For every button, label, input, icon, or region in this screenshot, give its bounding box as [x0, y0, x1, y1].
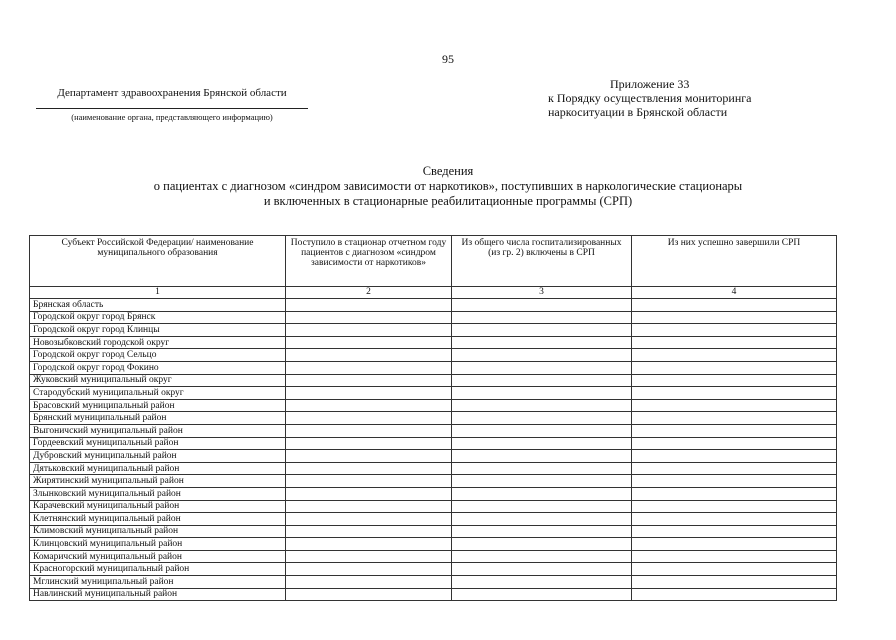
data-cell[interactable]: [632, 500, 837, 513]
table-row: [30, 336, 837, 349]
column-number: 4: [632, 287, 837, 299]
data-cell[interactable]: [286, 374, 452, 387]
data-cell[interactable]: [632, 538, 837, 551]
column-number: 3: [452, 287, 632, 299]
table-row: [30, 361, 837, 374]
table-row: [30, 387, 837, 400]
municipality-name-cell: Дятьковский муниципальный район: [30, 462, 286, 475]
document-heading: [0, 164, 896, 209]
department-name: Департамент здравоохранения Брянской области: [57, 87, 287, 99]
data-cell[interactable]: [632, 576, 837, 589]
data-cell[interactable]: [632, 336, 837, 349]
table-row: [30, 412, 837, 425]
column-header-included-srp: Из общего числа госпитализированных (из гр. 2) включены в СРП: [452, 236, 632, 287]
data-cell[interactable]: [452, 525, 632, 538]
data-cell[interactable]: [452, 500, 632, 513]
data-cell[interactable]: [452, 387, 632, 400]
data-cell[interactable]: [452, 349, 632, 362]
municipality-name-cell: Гордеевский муниципальный район: [30, 437, 286, 450]
column-header-completed-srp: Из них успешно завершили СРП: [632, 236, 837, 287]
data-cell[interactable]: [286, 299, 452, 312]
data-cell[interactable]: [632, 550, 837, 563]
data-cell[interactable]: [286, 500, 452, 513]
table-row: [30, 588, 837, 601]
table-row: [30, 399, 837, 412]
data-cell[interactable]: [286, 563, 452, 576]
table-row: [30, 500, 837, 513]
data-cell[interactable]: [452, 374, 632, 387]
table-row: [30, 424, 837, 437]
data-cell[interactable]: [286, 361, 452, 374]
municipality-name-cell: Жуковский муниципальный округ: [30, 374, 286, 387]
table-row: [30, 563, 837, 576]
municipality-name-cell: Красногорский муниципальный район: [30, 563, 286, 576]
table-row: [30, 374, 837, 387]
municipality-name-cell: Жирятинский муниципальный район: [30, 475, 286, 488]
municipality-name-cell: Клинцовский муниципальный район: [30, 538, 286, 551]
heading-line-3: и включенных в стационарные реабилитационные программы (СРП): [263, 194, 633, 208]
data-cell[interactable]: [452, 324, 632, 337]
municipality-name-cell: Климовский муниципальный район: [30, 525, 286, 538]
data-cell[interactable]: [452, 588, 632, 601]
data-cell[interactable]: [286, 399, 452, 412]
data-cell[interactable]: [632, 361, 837, 374]
data-cell[interactable]: [286, 475, 452, 488]
table-row: [30, 349, 837, 362]
data-cell[interactable]: [286, 412, 452, 425]
data-cell[interactable]: [632, 399, 837, 412]
data-cell[interactable]: [632, 450, 837, 463]
column-number: 1: [30, 287, 286, 299]
municipality-name-cell: Комаричский муниципальный район: [30, 550, 286, 563]
table-row: [30, 475, 837, 488]
department-underline: [36, 108, 308, 109]
data-cell[interactable]: [632, 487, 837, 500]
table-row: [30, 324, 837, 337]
data-cell[interactable]: [286, 311, 452, 324]
data-cell[interactable]: [632, 324, 837, 337]
data-cell[interactable]: [452, 412, 632, 425]
data-cell[interactable]: [632, 513, 837, 526]
municipality-name-cell: Дубровский муниципальный район: [30, 450, 286, 463]
municipality-name-cell: Брянская область: [30, 299, 286, 312]
appendix-block: [548, 77, 848, 119]
municipality-name-cell: Мглинский муниципальный район: [30, 576, 286, 589]
data-cell[interactable]: [632, 563, 837, 576]
data-cell[interactable]: [452, 336, 632, 349]
data-cell[interactable]: [632, 349, 837, 362]
data-cell[interactable]: [286, 550, 452, 563]
data-cell[interactable]: [632, 588, 837, 601]
column-number: 2: [286, 287, 452, 299]
data-cell[interactable]: [286, 525, 452, 538]
table-row: [30, 462, 837, 475]
data-cell[interactable]: [286, 487, 452, 500]
appendix-title: Приложение 33: [610, 77, 690, 91]
data-cell[interactable]: [286, 462, 452, 475]
data-cell[interactable]: [452, 513, 632, 526]
data-cell[interactable]: [452, 437, 632, 450]
data-cell[interactable]: [632, 412, 837, 425]
municipality-name-cell: Городской округ город Фокино: [30, 361, 286, 374]
table-body: [30, 299, 837, 601]
table-row: [30, 299, 837, 312]
data-cell[interactable]: [286, 336, 452, 349]
municipality-name-cell: Выгоничский муниципальный район: [30, 424, 286, 437]
municipality-name-cell: Навлинский муниципальный район: [30, 588, 286, 601]
data-cell[interactable]: [286, 538, 452, 551]
municipality-name-cell: Городской округ город Брянск: [30, 311, 286, 324]
data-cell[interactable]: [452, 563, 632, 576]
data-cell[interactable]: [452, 450, 632, 463]
table-row: [30, 450, 837, 463]
municipality-name-cell: Карачевский муниципальный район: [30, 500, 286, 513]
data-cell[interactable]: [286, 424, 452, 437]
data-cell[interactable]: [286, 349, 452, 362]
data-cell[interactable]: [452, 399, 632, 412]
municipality-name-cell: Злынковский муниципальный район: [30, 487, 286, 500]
data-cell[interactable]: [632, 387, 837, 400]
data-cell[interactable]: [632, 437, 837, 450]
data-cell[interactable]: [632, 311, 837, 324]
data-cell[interactable]: [286, 450, 452, 463]
data-cell[interactable]: [452, 311, 632, 324]
data-cell[interactable]: [452, 462, 632, 475]
table-row: [30, 550, 837, 563]
data-cell[interactable]: [632, 475, 837, 488]
data-table: [29, 235, 837, 601]
data-cell[interactable]: [452, 487, 632, 500]
data-cell[interactable]: [632, 462, 837, 475]
table-row: [30, 487, 837, 500]
municipality-name-cell: Брасовский муниципальный район: [30, 399, 286, 412]
data-cell[interactable]: [452, 475, 632, 488]
table-row: [30, 538, 837, 551]
data-cell[interactable]: [286, 513, 452, 526]
heading-line-2: о пациентах с диагнозом «синдром зависимости от наркотиков», поступивших в наркологические стационары: [153, 179, 743, 193]
municipality-name-cell: Городской округ город Клинцы: [30, 324, 286, 337]
table-row: [30, 311, 837, 324]
table-row: [30, 437, 837, 450]
municipality-name-cell: Клетнянский муниципальный район: [30, 513, 286, 526]
data-cell[interactable]: [452, 576, 632, 589]
data-cell[interactable]: [452, 361, 632, 374]
column-header-admitted: Поступило в стационар отчетном году пациентов с диагнозом «синдром зависимости от наркотиков»: [286, 236, 452, 287]
data-cell[interactable]: [632, 374, 837, 387]
municipality-name-cell: Городской округ город Сельцо: [30, 349, 286, 362]
data-cell[interactable]: [286, 324, 452, 337]
data-cell[interactable]: [452, 550, 632, 563]
page-number: 95: [442, 52, 454, 66]
data-cell[interactable]: [452, 424, 632, 437]
table-row: [30, 576, 837, 589]
data-cell[interactable]: [632, 525, 837, 538]
data-cell[interactable]: [452, 538, 632, 551]
data-cell[interactable]: [286, 576, 452, 589]
data-cell[interactable]: [632, 424, 837, 437]
data-cell[interactable]: [632, 299, 837, 312]
municipality-name-cell: Новозыбковский городской округ: [30, 336, 286, 349]
data-cell[interactable]: [286, 437, 452, 450]
appendix-line-1: к Порядку осуществления мониторинга: [548, 91, 752, 105]
appendix-line-2: наркоситуации в Брянской области: [548, 105, 728, 119]
data-cell[interactable]: [452, 299, 632, 312]
data-cell[interactable]: [286, 588, 452, 601]
table-row: [30, 525, 837, 538]
department-caption: (наименование органа, представляющего информацию): [71, 112, 273, 122]
table-row: [30, 513, 837, 526]
municipality-name-cell: Стародубский муниципальный округ: [30, 387, 286, 400]
municipality-name-cell: Брянский муниципальный район: [30, 412, 286, 425]
column-number-row: [30, 287, 837, 299]
table-header-row: [30, 236, 837, 287]
column-header-subject: Субъект Российской Федерации/ наименование муниципального образования: [30, 236, 286, 287]
data-cell[interactable]: [286, 387, 452, 400]
heading-line-1: Сведения: [422, 164, 474, 178]
